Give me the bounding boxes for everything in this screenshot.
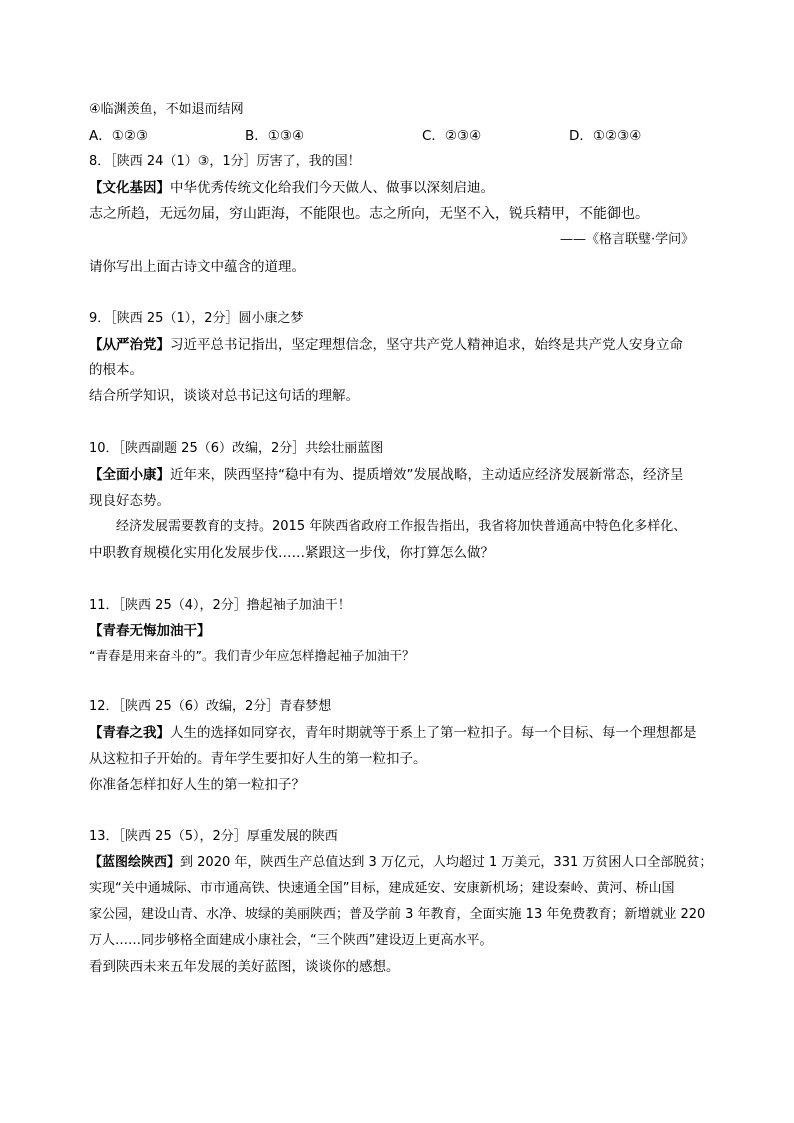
q7-option-c: C．②③④	[422, 128, 482, 144]
q9-text-2: 的根本。	[89, 362, 143, 378]
q7-option-d: D．①②③④	[569, 128, 642, 144]
q9-text-line-1	[89, 336, 683, 354]
q11-header: 11．［陕西 25（4），2分］撸起袖子加油干！	[89, 598, 351, 613]
q10-text-3: 经济发展需要教育的支持。2015 年陕西省政府工作报告指出，我省将加快普通高中特色化多样化、	[116, 519, 687, 534]
q13-text-1: 到 2020 年，陕西生产总值达到 3 万亿元，人均超过 1 万美元，331 万贫困人口全部脱贫；	[180, 855, 713, 870]
q12-header: 12．［陕西 25（6）改编，2分］青春梦想	[89, 699, 332, 714]
q13-header: 13．［陕西 25（5），2分］厚重发展的陕西	[89, 829, 338, 844]
q13-text-line-1	[89, 854, 712, 872]
q9-header: 9．［陕西 25（1），2分］圆小康之梦	[89, 311, 304, 326]
q13-text-4: 万人……同步够格全面建成小康社会，“三个陕西”建设迈上更高水平。	[89, 933, 493, 948]
q9-tag: 【从严治党】	[89, 337, 170, 353]
q8-theme	[89, 179, 494, 197]
q8-header: 8．［陕西 24（1）③，1分］厉害了，我的国！	[89, 154, 361, 169]
q12-text-2: 从这粒扣子开始的。青年学生要扣好人生的第一粒扣子。	[89, 751, 427, 767]
q8-theme-text: 中华优秀传统文化给我们今天做人、做事以深刻启迪。	[170, 180, 494, 196]
q12-text-line-1	[89, 724, 697, 742]
q10-tag: 【全面小康】	[89, 467, 170, 483]
q12-text-1: 人生的选择如同穿衣，青年时期就等于系上了第一粒扣子。每一个目标、每一个理想都是	[170, 725, 697, 741]
q7-item-4: ④临渊羡鱼，不如退而结网	[89, 102, 244, 117]
q7-option-a: A．①②③	[89, 128, 149, 144]
q9-question: 结合所学知识，谈谈对总书记这句话的理解。	[89, 388, 359, 404]
q8-theme-tag: 【文化基因】	[89, 180, 170, 196]
q10-header: 10．［陕西副题 25（6）改编，2分］共绘壮丽蓝图	[89, 441, 384, 456]
q12-question: 你准备怎样扣好人生的第一粒扣子？	[89, 777, 305, 793]
q10-text-1: 近年来，陕西坚持“稳中有为、提质增效”发展战略，主动适应经济发展新常态，经济呈	[170, 467, 684, 483]
q11-question: “青春是用来奋斗的”。我们青少年应怎样撸起袖子加油干？	[89, 648, 415, 663]
q13-text-2: 实现“关中通城际、市市通高铁、快速通全国”目标，建成延安、安康新机场；建设秦岭、黄河、桥山国	[89, 881, 675, 896]
q8-source: ——《格言联璧·学问》	[560, 232, 695, 247]
q7-option-b: B．①③④	[245, 128, 305, 144]
q11-tag: 【青春无悔加油干】	[89, 623, 211, 639]
q13-text-3: 家公园，建设山青、水净、坡绿的美丽陕西；普及学前 3 年教育，全面实施 13 年免费教育；新增就业 220	[89, 907, 706, 922]
q9-text-1: 习近平总书记指出，坚定理想信念，坚守共产党人精神追求，始终是共产党人安身立命	[170, 337, 683, 353]
q10-text-line-1	[89, 466, 684, 484]
q10-text-2: 现良好态势。	[89, 493, 170, 509]
q8-quote: 志之所趋，无远勿届，穷山距海，不能限也。志之所向，无坚不入，锐兵精甲，不能御也。	[89, 206, 649, 222]
q13-tag: 【蓝图绘陕西】	[89, 855, 181, 870]
q8-question: 请你写出上面古诗文中蕴含的道理。	[89, 259, 305, 275]
q10-text-4: 中职教育规模化实用化发展步伐……紧跟这一步伐，你打算怎么做？	[89, 545, 494, 561]
q12-tag: 【青春之我】	[89, 725, 170, 741]
q13-question: 看到陕西未来五年发展的美好蓝图，谈谈你的感想。	[89, 959, 400, 975]
